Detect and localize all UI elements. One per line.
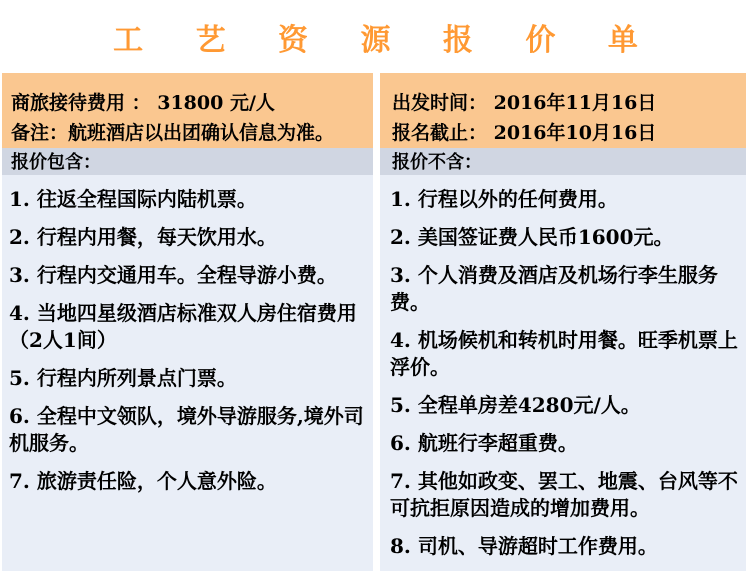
column-divider: [373, 148, 380, 175]
list-item: 2. 行程内用餐，每天饮用水。: [9, 225, 277, 249]
list-row: [2, 175, 746, 571]
info-cell-left: [2, 73, 373, 148]
list-item: 1. 行程以外的任何费用。: [390, 187, 618, 211]
list-item: 1. 往返全程国际内陆机票。: [9, 187, 257, 211]
page-title: 工 艺 资 源 报 价 单: [113, 23, 659, 58]
info-cell-right: [380, 73, 746, 148]
section-header-row: [2, 148, 746, 175]
info-row: [2, 73, 746, 148]
list-item: 4. 机场候机和转机时用餐。旺季机票上浮价。: [390, 328, 738, 379]
list-item: 8. 司机、导游超时工作费用。: [390, 534, 658, 558]
list-item: 6. 航班行李超重费。: [390, 431, 578, 455]
list-item: 7. 旅游责任险，个人意外险。: [9, 469, 277, 493]
list-item: 2. 美国签证费人民币1600元。: [390, 225, 674, 249]
excluded-section-heading: 报价不含：: [380, 148, 746, 175]
list-item: 5. 全程单房差4280元/人。: [390, 393, 641, 417]
list-item: 3. 个人消费及酒店及机场行李生服务费。: [390, 263, 718, 314]
included-list-cell: [2, 175, 373, 571]
list-item: 3. 行程内交通用车。全程导游小费。: [9, 263, 337, 287]
departure-date-line: 出发时间： 2016年11月16日: [392, 92, 657, 114]
excluded-items-list: [390, 186, 745, 560]
quotation-table: [2, 73, 746, 558]
included-section-heading: 报价包含：: [2, 148, 373, 175]
excluded-list-cell: [380, 175, 746, 571]
signup-deadline-line: 报名截止： 2016年10月16日: [392, 122, 657, 144]
fee-line: 商旅接待费用 ： 31800 元/人: [11, 92, 275, 114]
note-line: 备注：航班酒店以出团确认信息为准。: [11, 122, 335, 144]
list-item: 4. 当地四星级酒店标准双人房住宿费用（2人1间）: [9, 301, 357, 352]
column-divider: [373, 73, 380, 148]
included-items-list: [9, 186, 371, 495]
column-divider: [373, 175, 380, 571]
list-item: 7. 其他如政变、罢工、地震、台风等不可抗拒原因造成的增加费用。: [390, 469, 738, 520]
list-item: 6. 全程中文领队，境外导游服务,境外司机服务。: [9, 404, 364, 455]
list-item: 5. 行程内所列景点门票。: [9, 366, 237, 390]
